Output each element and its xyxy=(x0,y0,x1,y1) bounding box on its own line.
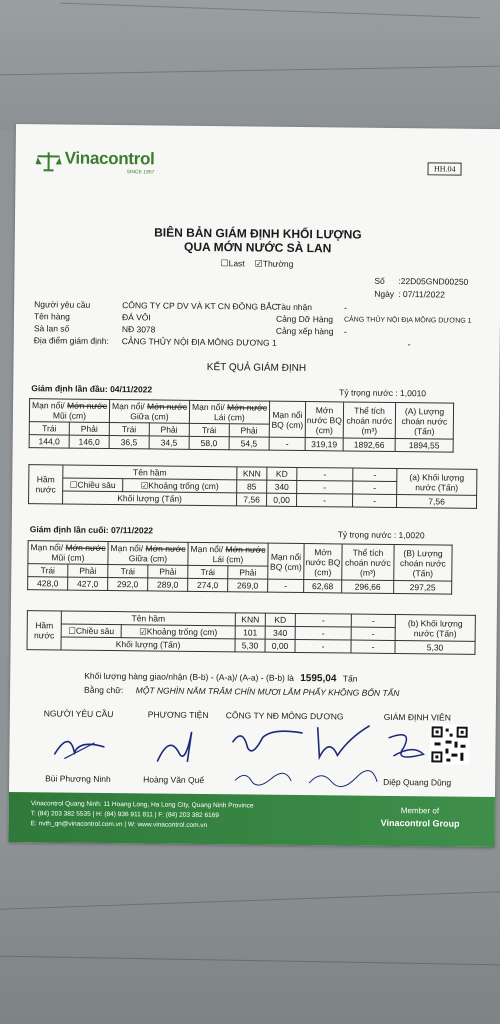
footer-group: Vinacontrol Group xyxy=(380,817,460,829)
brand-logo xyxy=(35,148,154,175)
requester-value: CÔNG TY CP DV VÀ KT CN ĐÔNG BẮC xyxy=(122,300,278,312)
ship-label: Tàu nhận xyxy=(276,301,313,313)
sig-name-requester: Bùi Phương Ninh xyxy=(45,773,111,785)
last-hold-table: Hầm nước Tên hầm KNN KD - - (b) Khối lượng nước (Tấn) ☐Chiều sâu ☑Khoảng trống (cm) 101 340 - - Khối lượng (Tấn) 5,30 0,00 - - 5,30 xyxy=(26,610,475,655)
ngay-label: Ngày xyxy=(374,288,395,299)
last-draft-table: Mạn nổi/ Mớn nước Mũi (cm) Mạn nổi/ Mớn nước Giữa (cm) Mạn nổi/ Mớn nước Lái (cm) Mạn nổi BQ (cm) Mớn nước BQ (cm) Thể tích choán nước (m³) (B) Lượng choán nước (Tấn) Trái Phải Trái Phải Trái Phải 428,0 427,0 292,0 289,0 274,0 269,0 - 62,68 296,66 297,25 xyxy=(27,540,453,594)
footer-phone: T: (84) 203 382 5535 | H: (84) 936 911 811 | F: (84) 203 382 6169 xyxy=(30,810,219,820)
summary-formula: Khối lượng hàng giao/nhận (B-b) - (A-a)/ (A-a) - (B-b) là 1595,04 Tấn xyxy=(84,670,358,685)
place-dash: - xyxy=(407,339,411,350)
first-draft-table: Mạn nổi/ Mớn nước Mũi (cm) Mạn nổi/ Mớn nước Giữa (cm) Mạn nổi/ Mớn nước Lái (cm) Mạn nổi BQ (cm) Mớn nước BQ (cm) Thể tích choán nước (m³) (A) Lượng choán nước (Tấn) Trái Phải Trái Phải Trái Phải 144,0 146,0 36,5 34,5 58,0 54,5 - 319,19 1892,66 1894,55 xyxy=(29,398,455,452)
signature-requester xyxy=(49,724,109,765)
first-density: Tỷ trọng nước : 1,0010 xyxy=(339,387,427,399)
unload-value: CẢNG THỦY NỘI ĐỊA MÔNG DƯƠNG 1 xyxy=(343,316,472,325)
footer-member: Member of xyxy=(400,806,440,816)
ship-value: - xyxy=(344,302,347,313)
unload-label: Cảng Dỡ Hàng xyxy=(275,313,334,325)
sig-requester-title: NGƯỜI YÊU CẦU xyxy=(43,708,114,720)
footer-web: E: nvth_qn@vinacontrol.com.vn | W: www.vinacontrol.com.vn xyxy=(30,820,208,830)
qr-code-icon xyxy=(429,724,469,764)
document-code: HH.04 xyxy=(428,162,462,175)
last-label: Giám định lần cuối: 07/11/2022 xyxy=(29,524,154,536)
signature-vehicle xyxy=(149,723,209,768)
signature-company-2 xyxy=(309,717,379,766)
place-value: CẢNG THỦY NỘI ĐỊA MÔNG DƯƠNG 1 xyxy=(121,336,277,348)
table-row: 428,0 427,0 292,0 289,0 274,0 269,0 - 62,68 296,66 297,25 xyxy=(28,577,452,594)
title-line-1: BIÊN BẢN GIÁM ĐỊNH KHỐI LƯỢNG xyxy=(154,225,362,242)
sig-name-inspector: Diệp Quang Dũng xyxy=(383,776,452,788)
background-bottom xyxy=(0,840,500,1024)
sig-inspector-title: GIÁM ĐỊNH VIÊN xyxy=(383,711,451,723)
load-value: - xyxy=(343,326,347,337)
checkbox-empty-icon: ☐ xyxy=(220,258,229,269)
type-options xyxy=(220,258,293,270)
checkbox-checked-icon: ☑ xyxy=(254,258,263,269)
cargo-label: Tên hàng xyxy=(33,311,70,322)
barge-value: NĐ 3078 xyxy=(121,324,156,335)
load-label: Cảng xếp hàng xyxy=(275,325,334,337)
so-value: :22D05GND00250 xyxy=(398,276,469,287)
sig-company-title: CÔNG TY NĐ MÔNG DƯƠNG xyxy=(225,710,344,722)
footer-address: Vinacontrol Quang Ninh: 11 Hoang Long, Ha Long City, Quang Ninh Province xyxy=(30,800,254,810)
handwritten-names xyxy=(231,766,381,790)
requester-label: Người yêu cầu xyxy=(34,299,91,310)
summary-words: Bằng chữ: MỘT NGHÌN NĂM TRĂM CHÍN MƯƠI LĂM PHẨY KHÔNG BỐN TẤN xyxy=(84,684,400,699)
title-line-2: QUA MỚN NƯỚC SÀ LAN xyxy=(183,239,332,256)
signature-inspector xyxy=(383,728,433,765)
first-label: Giám định lần đầu: 04/11/2022 xyxy=(31,383,153,395)
scale-icon xyxy=(35,150,61,172)
document-footer xyxy=(8,792,494,847)
place-label: Địa điểm giám định: xyxy=(33,335,109,346)
brand-since: SINCE 1957 xyxy=(126,169,155,176)
option-normal: ☑Thường xyxy=(254,258,294,269)
option-last: ☐Last xyxy=(220,258,245,269)
sig-vehicle-title: PHƯƠNG TIỆN xyxy=(147,709,209,721)
ngay-value: : 07/11/2022 xyxy=(398,289,445,300)
brand-name: Vinacontrol xyxy=(64,148,155,169)
barge-label: Sà lan số xyxy=(33,323,70,334)
so-label: Số xyxy=(374,275,385,286)
cargo-value: ĐÁ VÔI xyxy=(121,312,151,323)
signature-company-1 xyxy=(227,722,307,763)
document-sheet xyxy=(8,124,500,847)
background-top xyxy=(0,0,500,130)
table-row: 144,0 146,0 36,5 34,5 58,0 54,5 - 319,19 1892,66 1894,55 xyxy=(29,435,453,452)
last-density: Tỷ trọng nước : 1,0020 xyxy=(337,529,425,541)
result-title: KẾT QUẢ GIÁM ĐỊNH xyxy=(206,362,307,375)
sig-name-vehicle: Hoàng Văn Quế xyxy=(143,774,205,786)
first-hold-table: Hầm nước Tên hầm KNN KD - - (a) Khối lượng nước (Tấn) ☐Chiều sâu ☑Khoảng trống (cm) 85 340 - - Khối lượng (Tấn) 7,56 0,00 - - 7,56 xyxy=(28,464,477,509)
